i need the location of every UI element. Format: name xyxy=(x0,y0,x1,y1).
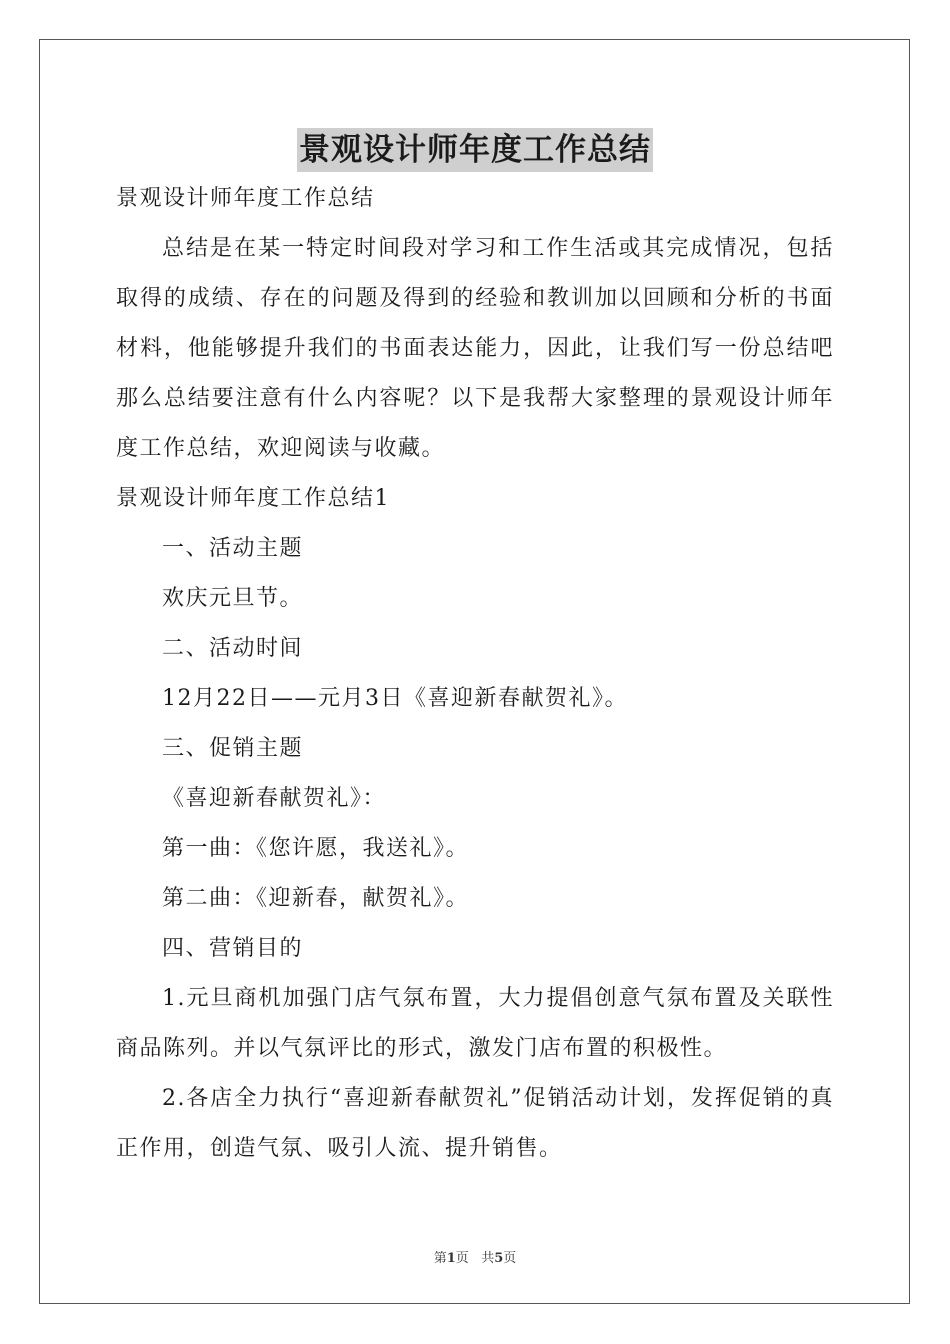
title-container xyxy=(0,128,950,172)
page-total: 5 xyxy=(494,1251,504,1266)
paragraph-goal-2: 2.各店全力执行“喜迎新春献贺礼”促销活动计划，发挥促销的真正作用，创造气氛、吸引人流、提升销售。 xyxy=(116,1086,834,1161)
list-item: 第一曲：《您许愿，我送礼》。 xyxy=(162,836,470,861)
document-subtitle: 景观设计师年度工作总结 xyxy=(116,186,375,211)
list-item: 欢庆元旦节。 xyxy=(162,586,304,611)
list-item: 《喜迎新春献贺礼》： xyxy=(162,786,387,811)
document-body xyxy=(116,174,834,1174)
page-suffix: 页 xyxy=(455,1251,469,1266)
total-suffix: 页 xyxy=(503,1251,517,1266)
total-prefix: 共 xyxy=(481,1251,495,1266)
intro-paragraph: 总结是在某一特定时间段对学习和工作生活或其完成情况，包括取得的成绩、存在的问题及得到的经验和教训加以回顾和分析的书面材料，他能够提升我们的书面表达能力，因此，让我们写一份总结吧那么总结要注意有什么内容呢？以下是我帮大家整理的景观设计师年度工作总结，欢迎阅读与收藏。 xyxy=(116,236,834,461)
list-item: 二、活动时间 xyxy=(162,636,304,661)
list-item: 第二曲：《迎新春，献贺礼》。 xyxy=(162,886,470,911)
list-item: 12月22日——元月3日《喜迎新春献贺礼》。 xyxy=(162,686,628,711)
page-number: 1 xyxy=(446,1251,456,1266)
list-item: 一、活动主题 xyxy=(162,536,304,561)
page-prefix: 第 xyxy=(433,1251,447,1266)
list-item: 三、促销主题 xyxy=(162,736,304,761)
section-heading: 景观设计师年度工作总结1 xyxy=(116,486,390,511)
document-title: 景观设计师年度工作总结 xyxy=(297,128,653,172)
paragraph-goal-1: 1.元旦商机加强门店气氛布置，大力提倡创意气氛布置及关联性商品陈列。并以气氛评比的形式，激发门店布置的积极性。 xyxy=(116,986,834,1061)
list-item: 四、营销目的 xyxy=(162,936,304,961)
page-footer xyxy=(0,1247,950,1266)
